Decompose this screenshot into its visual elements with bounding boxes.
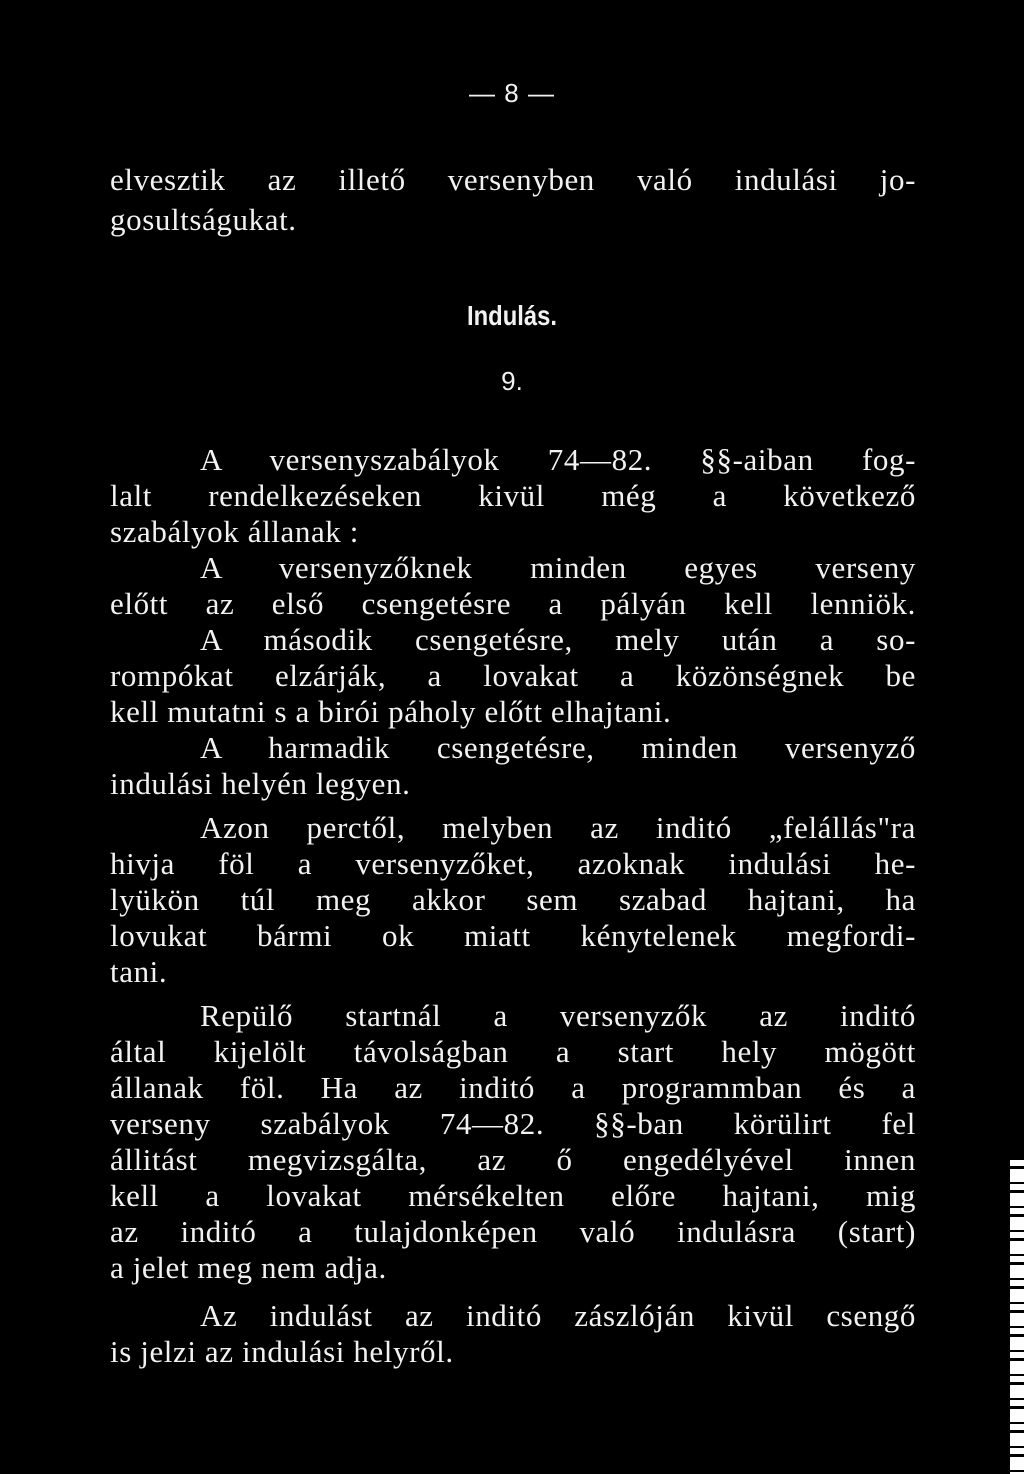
text-line: is jelzi az indulási helyről. [110,1334,454,1369]
text-line: a jelet meg nem adja. [110,1250,387,1285]
text-line: által kijelölt távolságban a start hely mögött [110,1034,916,1069]
text-line: Repülő startnál a versenyzők az inditó [200,998,916,1033]
text-line: gosultságukat. [110,202,297,237]
text-line: A versenyzőknek minden egyes verseny [200,550,916,585]
text-line: A versenyszabályok 74—82. §§-aiban fog- [200,442,916,477]
text-line: az inditó a tulajdonképen való indulásra (start) [110,1214,916,1249]
text-line: Az indulást az inditó zászlóján kivül csengő [200,1298,916,1333]
text-line: rompókat elzárják, a lovakat a közönségnek be [110,658,916,693]
text-line: verseny szabályok 74—82. §§-ban körülirt fel [110,1106,916,1141]
text-line: tani. [110,954,168,989]
text-line: indulási helyén legyen. [110,766,411,801]
text-line: lyükön túl meg akkor sem szabad hajtani, ha [110,882,916,917]
text-line: Azon perctől, melyben az inditó „felállás"ra [200,810,916,845]
page-number: — 8 — [469,78,555,108]
text-line: lovukat bármi ok miatt kénytelenek megfordi- [110,918,916,953]
text-line: hivja föl a versenyzőket, azoknak indulási he- [110,846,916,881]
text-line: kell mutatni s a birói páholy előtt elhajtani. [110,694,672,729]
text-line: szabályok állanak : [110,514,359,549]
text-line: állitást megvizsgálta, az ő engedélyével innen [110,1142,916,1177]
section-number: 9. [501,366,523,396]
section-title: Indulás. [467,300,557,331]
text-line: A második csengetésre, mely után a so- [200,622,916,657]
text-line: A harmadik csengetésre, minden versenyző [200,730,916,765]
text-line: kell a lovakat mérsékelten előre hajtani, mig [110,1178,916,1213]
text-line: állanak föl. Ha az inditó a programmban és a [110,1070,916,1105]
text-line: elvesztik az illető versenyben való indulási jo- [110,162,916,197]
text-line: lalt rendelkezéseken kivül még a következő [110,478,916,513]
scan-edge-strip [1010,1160,1024,1474]
text-line: előtt az első csengetésre a pályán kell lenniök. [110,586,916,621]
